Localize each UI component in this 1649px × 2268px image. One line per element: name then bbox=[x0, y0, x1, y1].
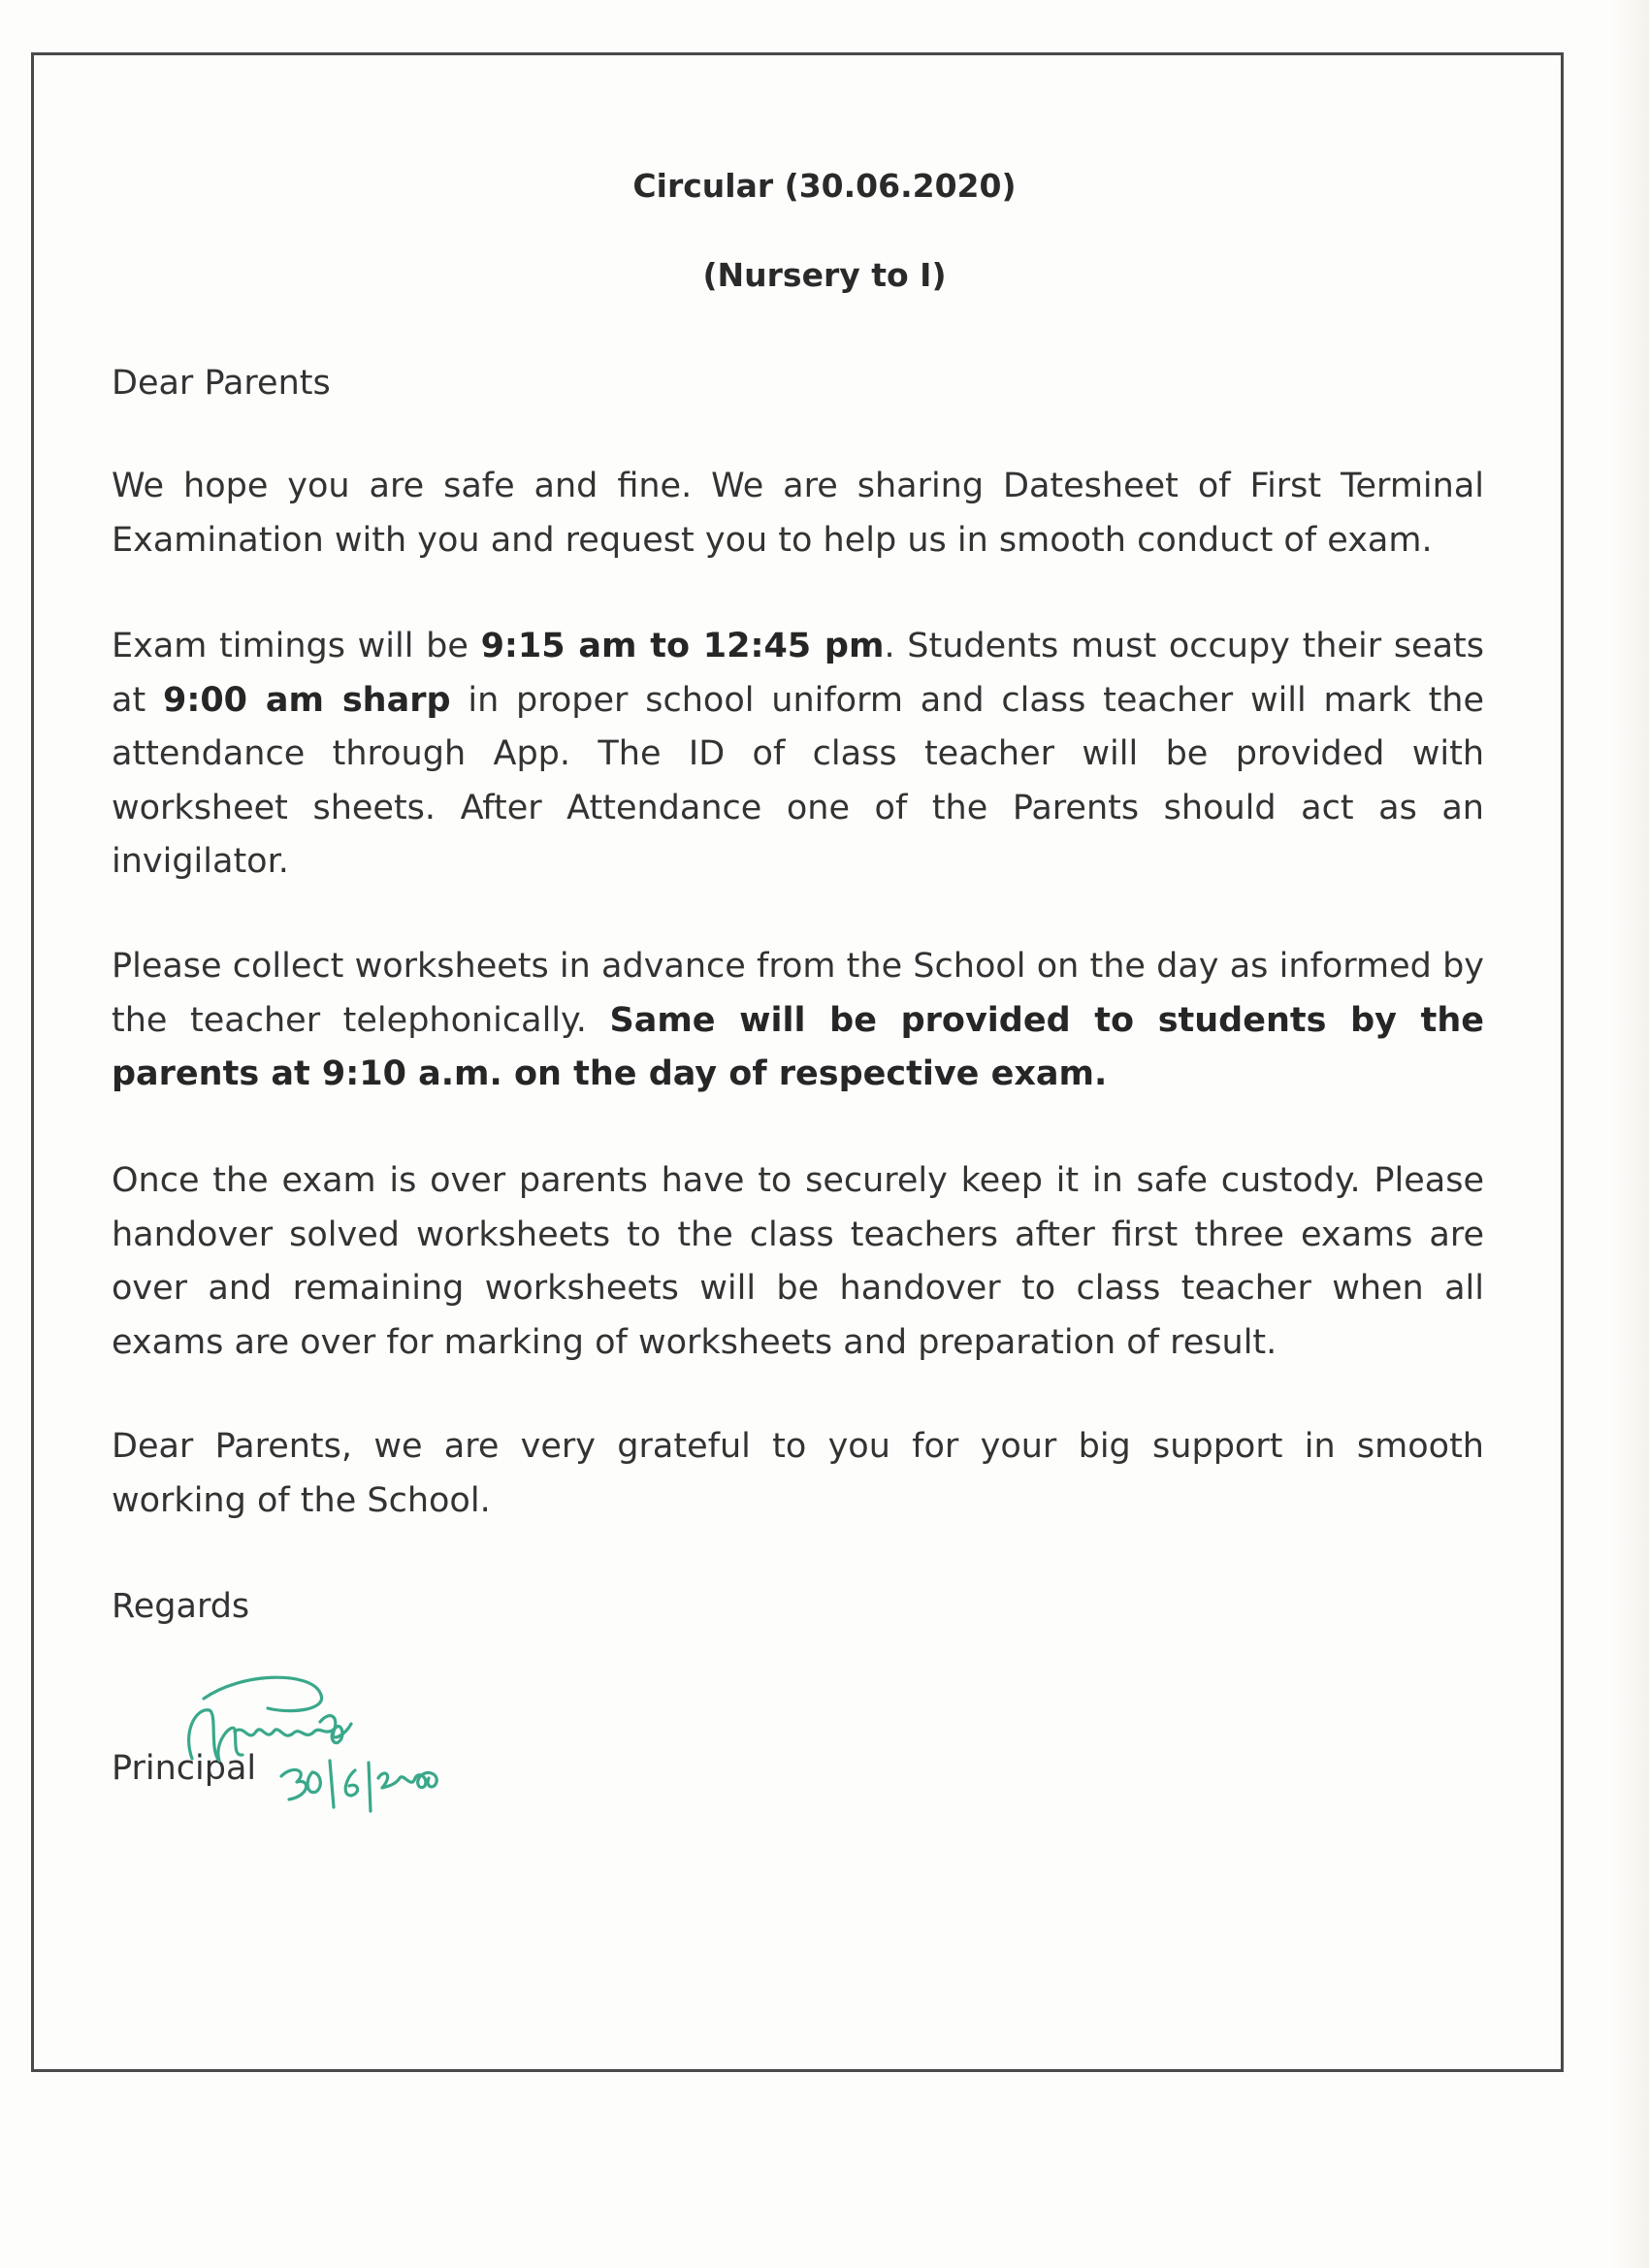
signature-date-zero bbox=[307, 1772, 320, 1793]
circular-subtitle: (Nursery to I) bbox=[702, 256, 947, 294]
signature-name-stroke bbox=[235, 1727, 342, 1743]
worksheets-emphasis: Same will be provided to students by the parents at 9:10 a.m. on the day of respective exam. bbox=[112, 1000, 1485, 1093]
salutation: Dear Parents bbox=[112, 364, 331, 403]
reporting-time: 9:00 am sharp bbox=[162, 680, 451, 720]
timings-text-2: . Students must occupy their seats at bbox=[112, 627, 1484, 720]
closing-regards: Regards bbox=[112, 1587, 250, 1626]
signatory-title: Principal bbox=[112, 1749, 257, 1788]
scan-edge-shadow bbox=[1610, 0, 1649, 2268]
signature-date-slash-2 bbox=[369, 1763, 371, 1811]
signature-date-six bbox=[345, 1770, 357, 1796]
signature-name-tail bbox=[320, 1716, 351, 1737]
signature-date-slash-1 bbox=[330, 1761, 334, 1807]
paragraph-worksheets bbox=[112, 940, 1484, 1102]
signature-initial-stroke bbox=[189, 1710, 242, 1761]
worksheets-text: Please collect worksheets in advance from the School on the day as informed by the teacher telephonically. bbox=[112, 947, 1484, 1040]
signature-date-year bbox=[378, 1772, 436, 1788]
circular-title: Circular (30.06.2020) bbox=[632, 167, 1017, 205]
timings-text-3: in proper school uniform and class teacher will mark the attendance through App. The ID of class teacher will be provided with worksheet sheets. After Attendance one of the Parents should act as an invigilator. bbox=[112, 680, 1485, 881]
paragraph-intro: We hope you are safe and fine. We are sharing Datesheet of First Terminal Examination with you and request you to help us in smooth conduct of exam. bbox=[112, 467, 1484, 560]
paragraph-custody: Once the exam is over parents have to securely keep it in safe custody. Please handover solved worksheets to the class teachers after first three exams are over and remaining worksheets will be handover to class teacher when all exams are over for marking of worksheets and preparation of result. bbox=[112, 1161, 1484, 1362]
paragraph-thanks: Dear Parents, we are very grateful to you for your big support in smooth working of the School. bbox=[112, 1427, 1484, 1520]
signature-date-three bbox=[281, 1769, 307, 1799]
principal-signature bbox=[175, 1664, 466, 1819]
exam-timing: 9:15 am to 12:45 pm bbox=[480, 627, 885, 665]
paragraph-exam-timings bbox=[112, 620, 1484, 890]
signature-loop-stroke bbox=[204, 1677, 322, 1710]
timings-text-1: Exam timings will be bbox=[112, 627, 481, 665]
